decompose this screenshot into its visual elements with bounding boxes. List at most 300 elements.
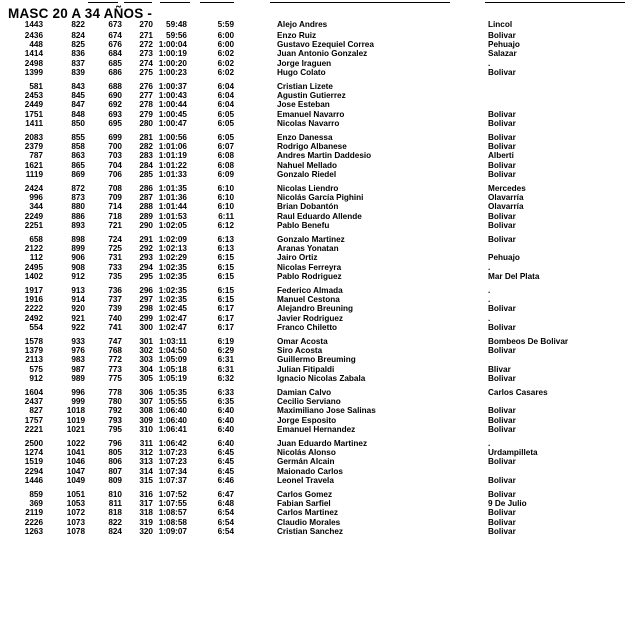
pace: 6:10 [217,202,234,212]
overall-position: 880 [71,202,85,212]
bib-number: 2379 [24,142,43,152]
pace: 6:15 [217,253,234,263]
gender-position: 673 [108,20,122,29]
gender-position: 795 [108,425,122,434]
city: . [488,438,491,448]
bib-number: 1751 [24,109,43,119]
city: Bolivar [488,221,516,230]
runner-name: Guillermo Breuming [277,355,356,365]
finish-time: 1:01:53 [158,211,187,221]
gender-position: 731 [108,253,122,263]
city: Bolivar [488,489,516,499]
bib-number: 658 [29,234,43,244]
city: . [488,58,491,68]
runner-name: Gustavo Ezequiel Correa [277,40,374,50]
gender-position: 695 [108,119,122,128]
pace: 6:10 [217,193,234,203]
city: Alberti [488,151,514,161]
runner-name: Claudio Morales [277,517,341,527]
gender-position: 686 [108,68,122,77]
bib-number: 2436 [24,30,43,40]
bib-number: 827 [29,406,43,416]
pace: 6:08 [217,160,234,170]
category-position: 312 [139,448,153,458]
gender-position: 772 [108,355,122,365]
pace: 6:29 [217,346,234,356]
pace: 6:54 [217,517,234,527]
finish-time: 1:05:35 [158,387,187,397]
bib-number: 1604 [24,387,43,397]
bib-number: 1402 [24,272,43,281]
gender-position: 805 [108,448,122,458]
gender-position: 747 [108,336,122,346]
finish-time: 1:07:55 [158,499,187,509]
category-position: 302 [139,346,153,356]
overall-position: 822 [71,20,85,29]
runner-name: Rodrigo Albanese [277,142,347,152]
finish-time: 1:05:09 [158,355,187,365]
pace: 6:45 [217,448,234,458]
bib-number: 1379 [24,346,43,356]
pace: 6:13 [217,244,234,254]
result-row [0,272,634,282]
pace: 6:08 [217,151,234,161]
city: Mar Del Plata [488,272,540,281]
overall-position: 1049 [66,476,85,485]
overall-position: 898 [71,234,85,244]
bib-number: 1917 [24,285,43,295]
finish-time: 1:06:40 [158,415,187,425]
bib-number: 1578 [24,336,43,346]
city: Blivar [488,364,511,374]
pace: 6:19 [217,336,234,346]
gender-position: 714 [108,202,122,212]
gender-position: 699 [108,132,122,142]
overall-position: 1019 [66,415,85,425]
city: Lincol [488,20,513,29]
finish-time: 1:00:45 [158,109,187,119]
overall-position: 921 [71,313,85,323]
category-position: 285 [139,170,153,179]
bib-number: 2113 [25,355,43,365]
city: Pehuajo [488,40,520,50]
finish-time: 1:05:19 [158,374,187,383]
pace: 6:54 [217,527,234,536]
gender-position: 688 [108,81,122,91]
finish-time: 1:06:41 [158,425,187,434]
city: Bolivar [488,346,516,356]
bib-number: 2495 [24,262,43,272]
pace: 6:33 [217,387,234,397]
pace: 6:40 [217,415,234,425]
pace: 6:05 [217,109,234,119]
finish-time: 1:00:56 [158,132,187,142]
pace: 6:02 [217,58,234,68]
overall-position: 996 [71,387,85,397]
city: Bolivar [488,234,516,244]
bib-number: 369 [29,499,43,509]
finish-time: 1:02:35 [158,262,187,272]
category-position: 313 [139,457,153,467]
bib-number: 554 [29,323,43,332]
overall-position: 999 [71,397,85,407]
overall-position: 899 [71,244,85,254]
pace: 6:45 [217,457,234,467]
gender-position: 796 [108,438,122,448]
overall-position: 989 [71,374,85,383]
finish-time: 1:02:13 [158,244,187,254]
pace: 6:15 [217,272,234,281]
pace: 6:48 [217,499,234,509]
gender-position: 676 [108,40,122,50]
category-position: 306 [139,387,153,397]
category-position: 314 [139,466,153,476]
runner-name: Fabian Sarfiel [277,499,331,509]
category-position: 281 [139,132,153,142]
category-position: 276 [139,81,153,91]
city: Bolivar [488,415,516,425]
gender-position: 685 [108,58,122,68]
bib-number: 2083 [24,132,43,142]
finish-time: 1:06:40 [158,406,187,416]
bib-number: 2122 [24,244,43,254]
pace: 6:04 [217,81,234,91]
finish-time: 1:02:47 [158,323,187,332]
finish-time: 1:09:07 [158,527,187,536]
gender-position: 810 [108,489,122,499]
runner-name: Germán Alcain [277,457,335,467]
result-row [0,119,634,129]
finish-time: 1:07:23 [158,457,187,467]
city: Bolivar [488,304,516,314]
category-position: 304 [139,364,153,374]
runner-name: Pablo Benefu [277,221,330,230]
bib-number: 2424 [24,183,43,193]
finish-time: 1:02:45 [158,304,187,314]
pace: 6:47 [217,489,234,499]
bib-number: 787 [29,151,43,161]
category-position: 309 [139,415,153,425]
city: Bolivar [488,527,516,536]
city: Bolivar [488,142,516,152]
pace: 6:17 [217,304,234,314]
column-rule [200,2,234,3]
category-position: 299 [139,313,153,323]
bib-number: 1119 [25,170,43,179]
runner-name: Leonel Travela [277,476,334,485]
city: Bolivar [488,457,516,467]
pace: 6:32 [217,374,234,383]
pace: 6:05 [217,119,234,128]
finish-time: 1:08:58 [158,517,187,527]
gender-position: 690 [108,91,122,101]
runner-name: Nicolás García Pighini [277,193,364,203]
overall-position: 839 [71,68,85,77]
runner-name: Gonzalo Riedel [277,170,337,179]
overall-position: 987 [71,364,85,374]
overall-position: 1051 [66,489,85,499]
runner-name: Emanuel Hernandez [277,425,356,434]
bib-number: 2221 [24,425,43,434]
bib-number: 2492 [24,313,43,323]
runner-name: Jose Esteban [277,100,330,110]
runner-name: Carlos Gomez [277,489,333,499]
city: Bolivar [488,425,516,434]
finish-time: 1:00:23 [158,68,187,77]
category-position: 305 [139,374,153,383]
pace: 6:31 [217,355,234,365]
runner-name: Brian Dobantón [277,202,339,212]
overall-position: 873 [71,193,85,203]
runner-name: Nicolas Navarro [277,119,340,128]
runner-name: Nicolas Ferreyra [277,262,342,272]
pace: 6:35 [217,397,234,407]
bib-number: 1263 [24,527,43,536]
runner-name: Gonzalo Martinez [277,234,345,244]
category-position: 274 [139,58,153,68]
result-row [0,425,634,435]
bib-number: 2294 [24,466,43,476]
pace: 6:09 [217,170,234,179]
category-position: 270 [139,20,153,29]
pace: 6:54 [217,508,234,518]
bib-number: 2249 [24,211,43,221]
category-position: 294 [139,262,153,272]
category-position: 315 [139,476,153,485]
overall-position: 983 [71,355,85,365]
overall-position: 824 [71,30,85,40]
category-position: 282 [139,142,153,152]
runner-name: Omar Acosta [277,336,328,346]
category-position: 288 [139,202,153,212]
category-position: 310 [139,425,153,434]
gender-position: 822 [108,517,122,527]
city: Carlos Casares [488,387,548,397]
runner-name: Cecilio Serviano [277,397,341,407]
overall-position: 872 [71,183,85,193]
category-position: 295 [139,272,153,281]
bib-number: 1757 [24,415,43,425]
gender-position: 704 [108,160,122,170]
bib-number: 2222 [24,304,43,314]
category-position: 280 [139,119,153,128]
bib-number: 2119 [25,508,43,518]
result-row [0,374,634,384]
overall-position: 848 [71,109,85,119]
pace: 6:17 [217,323,234,332]
overall-position: 845 [71,91,85,101]
result-row [0,476,634,486]
city: . [488,313,491,323]
gender-position: 692 [108,100,122,110]
result-row [0,170,634,180]
runner-name: Carlos Martinez [277,508,338,518]
runner-name: Juan Eduardo Martinez [277,438,368,448]
gender-position: 780 [108,397,122,407]
finish-time: 1:02:05 [158,221,187,230]
runner-name: Javier Rodriguez [277,313,343,323]
runner-name: Hugo Colato [277,68,326,77]
pace: 6:31 [217,364,234,374]
runner-name: Pablo Rodriguez [277,272,342,281]
overall-position: 976 [71,346,85,356]
gender-position: 806 [108,457,122,467]
runner-name: Nicolás Alonso [277,448,336,458]
category-position: 279 [139,109,153,119]
gender-position: 740 [108,313,122,323]
overall-position: 1047 [66,466,85,476]
finish-time: 1:01:35 [158,183,187,193]
runner-name: Federico Almada [277,285,343,295]
finish-time: 1:00:43 [158,91,187,101]
bib-number: 2500 [24,438,43,448]
runner-name: Damian Calvo [277,387,332,397]
overall-position: 906 [71,253,85,263]
city: Salazar [488,49,517,59]
finish-time: 1:01:33 [158,170,187,179]
pace: 6:40 [217,425,234,434]
gender-position: 721 [108,221,122,230]
overall-position: 912 [71,272,85,281]
gender-position: 818 [108,508,122,518]
pace: 6:40 [217,438,234,448]
finish-time: 59:56 [166,30,187,40]
gender-position: 684 [108,49,122,59]
gender-position: 735 [108,272,122,281]
bib-number: 344 [29,202,43,212]
runner-name: Maionado Carlos [277,466,343,476]
bib-number: 112 [29,253,43,263]
category-position: 271 [139,30,153,40]
city: Bombeos De Bolivar [488,336,569,346]
category-title: MASC 20 A 34 AÑOS - [8,6,153,21]
finish-time: 1:00:04 [158,40,187,50]
overall-position: 850 [71,119,85,128]
city: Mercedes [488,183,526,193]
city: 9 De Julio [488,499,527,509]
overall-position: 908 [71,262,85,272]
city: Bolivar [488,374,516,383]
result-row [0,68,634,78]
bib-number: 1411 [25,119,43,128]
bib-number: 1519 [24,457,43,467]
overall-position: 825 [71,40,85,50]
city: Bolivar [488,30,516,40]
runner-name: Enzo Danessa [277,132,333,142]
runner-name: Jorge Iraguen [277,58,332,68]
city: Bolivar [488,476,516,485]
runner-name: Enzo Ruiz [277,30,317,40]
category-position: 317 [139,499,153,509]
overall-position: 933 [71,336,85,346]
pace: 6:46 [217,476,234,485]
gender-position: 674 [108,30,122,40]
bib-number: 996 [29,193,43,203]
overall-position: 1022 [66,438,85,448]
category-position: 284 [139,160,153,170]
category-position: 303 [139,355,153,365]
bib-number: 448 [29,40,43,50]
overall-position: 1041 [66,448,85,458]
finish-time: 1:02:35 [158,295,187,305]
overall-position: 855 [71,132,85,142]
finish-time: 1:02:29 [158,253,187,263]
gender-position: 693 [108,109,122,119]
category-position: 319 [139,517,153,527]
runner-name: Siro Acosta [277,346,323,356]
pace: 6:13 [217,234,234,244]
runner-name: Jorge Esposito [277,415,337,425]
finish-time: 1:07:37 [158,476,187,485]
bib-number: 1274 [24,448,43,458]
gender-position: 807 [108,466,122,476]
pace: 6:02 [217,68,234,77]
bib-number: 1446 [24,476,43,485]
bib-number: 1399 [24,68,43,77]
gender-position: 775 [108,374,122,383]
runner-name: Nicolas Liendro [277,183,339,193]
finish-time: 1:03:11 [159,336,187,346]
gender-position: 809 [108,476,122,485]
pace: 6:10 [217,183,234,193]
finish-time: 1:00:19 [158,49,187,59]
gender-position: 725 [108,244,122,254]
overall-position: 1018 [66,406,85,416]
gender-position: 778 [108,387,122,397]
gender-position: 736 [108,285,122,295]
pace: 6:02 [217,49,234,59]
overall-position: 1078 [66,527,85,536]
runner-name: Ignacio Nicolas Zabala [277,374,366,383]
category-position: 320 [139,527,153,536]
finish-time: 1:01:44 [158,202,187,212]
category-position: 286 [139,183,153,193]
bib-number: 2437 [24,397,43,407]
result-row [0,221,634,231]
finish-time: 1:00:37 [158,81,187,91]
bib-number: 2498 [24,58,43,68]
finish-time: 1:00:47 [158,119,187,128]
overall-position: 893 [71,221,85,230]
finish-time: 1:06:42 [158,438,187,448]
pace: 6:12 [217,221,234,230]
overall-position: 920 [71,304,85,314]
category-position: 296 [139,285,153,295]
category-position: 297 [139,295,153,305]
column-rule [124,2,152,3]
overall-position: 1072 [66,508,85,518]
result-row [0,20,634,30]
runner-name: Manuel Cestona [277,295,340,305]
overall-position: 886 [71,211,85,221]
bib-number: 1621 [24,160,43,170]
city: Bolivar [488,406,516,416]
gender-position: 709 [108,193,122,203]
result-row [0,323,634,333]
finish-time: 1:05:18 [158,364,187,374]
runner-name: Cristian Lizete [277,81,333,91]
pace: 6:45 [217,466,234,476]
gender-position: 768 [108,346,122,356]
gender-position: 737 [108,295,122,305]
category-position: 311 [139,438,153,448]
bib-number: 1443 [24,20,43,29]
overall-position: 863 [71,151,85,161]
pace: 6:17 [217,313,234,323]
finish-time: 1:02:35 [158,272,187,281]
finish-time: 1:02:09 [158,234,187,244]
category-position: 283 [139,151,153,161]
